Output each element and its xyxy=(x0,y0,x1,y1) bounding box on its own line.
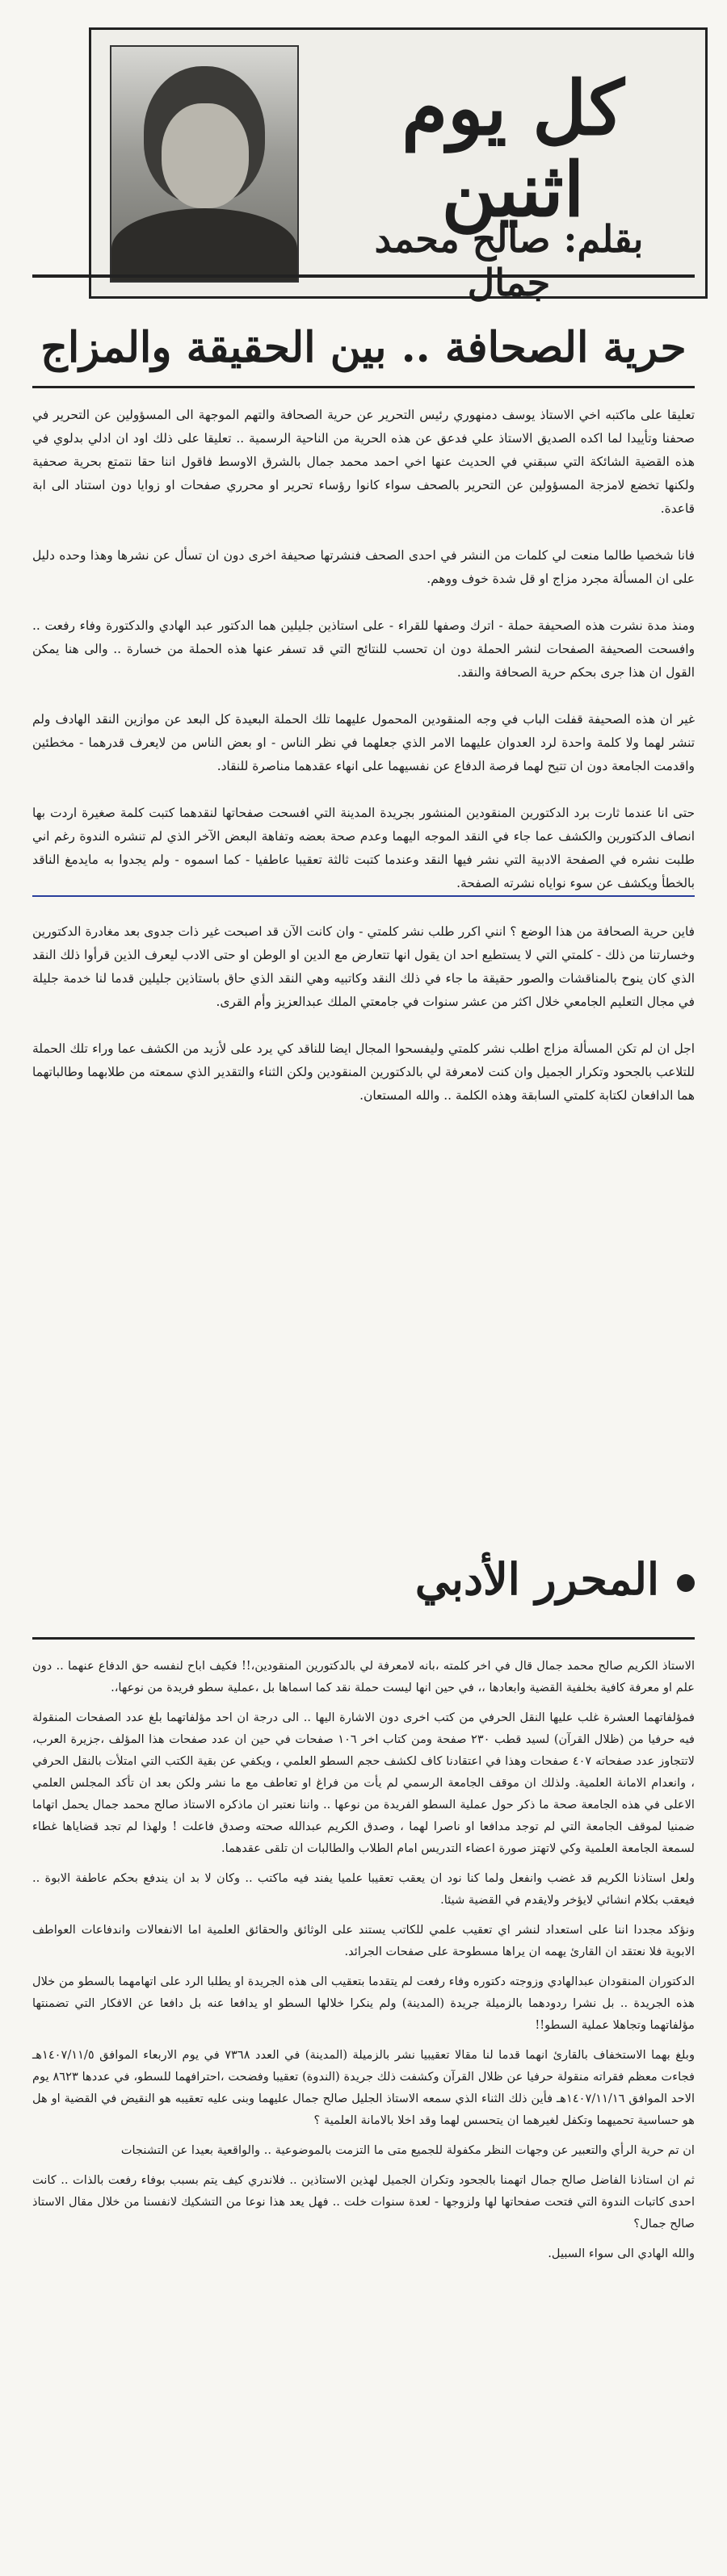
signature-rule xyxy=(32,1637,695,1640)
byline: بقلم: صالح محمد جمال xyxy=(374,217,644,304)
column-title: كل يوم اثنين xyxy=(401,65,624,234)
note-closing: والله الهادي الى سواء السبيل. xyxy=(548,2247,695,2260)
editor-signature xyxy=(32,1553,695,1605)
note-paragraph: ولعل استاذنا الكريم قد غضب وانفعل ولما كنا نود ان يعقب تعقيبا علميا يفند فيه ماكتب .. وكان لا بد ان يندفع بحكم عاطفة الابوة .. فيعقب بكلام انشائي لايؤخر ولايقدم في القضية شيئا. xyxy=(32,1871,695,1907)
author-portrait xyxy=(110,45,299,283)
note-paragraph: فمؤلفاتهما العشرة غلب عليها النقل الحرفي من كتب اخرى دون الاشارة اليها .. الى درجة ان احد مؤلفاتهما بلغ عدد الصفحات المنقولة فيه حرفيا من (ظلال القرآن) لسيد قطب ٢٣٠ صفحة ومن كتاب اخر ١٠٦ صفحات في حين ان عدد صفحات هذا المؤلف ،جزيرة العرب، لاتتجاوز عدد صفحاته ٤٠٧ صفحات وهذا في اعتقادنا كاف لكشف حجم السطو العلمي ، ويكفي عن بقية الكتب التي امتلأت بالنقل الحرفي ، وانعدام الامانة العلمية. ولذلك ان موقف الجامعة الرسمي لم يأت من فراغ او تعاطف مع ما نشر ولكن بعد ان تأكد المجلس العلمي الاعلى في هذه الجامعة صحة ما ذكر حول عملية السطو الفريدة من نوعها .. واننا نعتبر ان ماذكره الاستاذ صالح محمد جمال يحمل اتهاما ضمنيا لموقف الجامعة التي لم توجد مدافعا او ناصرا لهما ، وصدق الكريم عبدالله صحته وصدق فاعلت ! ولهذا لم تجد قضاياها غطاء لسمعة الجامعة العلمية وكي لاتهتز صورة اعضاء التدريس امام الطلاب والطالبات ان تلقى عقدهما. xyxy=(32,1711,695,1855)
article-paragraph: فانا شخصيا طالما منعت لي كلمات من النشر في احدى الصحف فنشرتها صحيفة اخرى دون ان تسأل عن نشرها وهذا وحده دليل على ان المسألة مجرد مزاج او قل شدة خوف ووهم. xyxy=(32,548,695,586)
article-paragraph: ومنذ مدة نشرت هذه الصحيفة حملة - اترك وصفها للقراء - على استاذين جليلين هما الدكتور عبد الهادي والدكتورة وفاء رفعت .. وافسحت الصحيفة الصفحات لنشر الحملة دون ان تحسب للنتائج التي قد تسفر عنها هذه الحملة من خسارة .. والى هنا يمكن القول ان هذا جرى بحكم حرية الصحافة والنقد. xyxy=(32,618,695,680)
article-paragraph: تعليقا على ماكتبه اخي الاستاذ يوسف دمنهوري رئيس التحرير عن حرية الصحافة والتهم الموجهة الى المسؤولين عن التحرير في صحفنا وتأييدا لما اكده الصديق الاستاذ علي فدعق عن هذه الحرية من الناحية الرسمية .. تعليقا على ذلك اود ان ادلي بدلوي في هذه القضية الشائكة التي سبقني في الحديث عنها اخي احمد محمد جمال بالشرق الاوسط فاقول اننا حقا نتمتع بحرية صحفية ولكنها تخضع لامزجة المسؤولين عن التحرير بالصحف سواء كانوا رؤساء تحرير او محرري صفحات او زوايا دون استناد الى ابة قاعدة. xyxy=(32,408,695,516)
article-paragraph: اجل ان لم تكن المسألة مزاج اطلب نشر كلمتي وليفسحوا المجال ايضا للناقد كي يرد على لأزيد من الكشف عما وراء تلك الحملة للتلاعب بالجحود وتكرار الجميل وان كنت لامعرفة لي بالدكتورين المنقودين ولكن الثناء والتقدير الذي سمعته من طلابهما وطالباتهما هما الدافعان لكتابة كلمتي السابقة وهذه الكلمة .. والله المستعان. xyxy=(32,1041,695,1103)
portrait-face xyxy=(162,103,249,208)
title-rule xyxy=(32,386,695,388)
header-rule xyxy=(32,274,695,278)
editor-note xyxy=(32,1655,695,2264)
note-paragraph: ثم ان استاذنا الفاضل صالح جمال اتهمنا بالجحود وتكران الجميل لهذين الاستاذين .. فلاندري كيف يتم بسبب بوفاء رفعت بالذات .. كانت احدى كاتبات الندوة التي فتحت صفحاتها لها ولزوجها - لعدة سنوات خلت .. فهل يعد هذا نوعا من التشكيك لانفسنا من خلال مقال الاستاذ صالح جمال؟ xyxy=(32,2173,695,2230)
bullet-icon xyxy=(677,1574,695,1592)
article-body xyxy=(32,404,695,1131)
note-paragraph: ونؤكد مجددا اننا على استعداد لنشر اي تعقيب علمي للكاتب يستند على الوثائق والحقائق العلمية اما الانفعالات واندفاعات العواطف الابوية فلا نعتقد ان القارئ يهمه ان يراها مسطوحة على صفحات الجرائد. xyxy=(32,1923,695,1958)
note-paragraph: وبلغ بهما الاستخفاف بالقارئ انهما قدما لنا مقالا تعقيبيا نشر بالزميلة (المدينة) في العدد ٧٣٦٨ في يوم الاربعاء الموافق ١٤٠٧/١١/٥هـ فجاءت معظم فقراته منقولة حرفيا عن ظلال القرآن وكشفت ذلك جريدة (الندوة) تعقيبا وفضحت ،احترافهما للسطو، في عددها ٨٦٢٣ يوم الاحد الموافق ١٤٠٧/١١/١٦هـ فأين ذلك الثناء الذي سمعه الاستاذ الجليل صالح جمال عليهما وبنى عليه تعقيبه هو النقيض في القضية او هل هو حساسية تحميهما وتكفل لغيرهما ان يتحسس لهما وقد اخلا بالامانة العلمية ؟ xyxy=(32,2048,695,2127)
article-paragraph: غير ان هذه الصحيفة قفلت الباب في وجه المنقودين المحمول عليهما تلك الحملة البعيدة كل البعد عن موازين النقد الهادف ولم تنشر لهما ولا كلمة واحدة لرد العدوان عليهما الامر الذي جعلهما في نظر الناس - او بعض الناس من لايعرف قدرهما - مخطئين واقدمت الجامعة دون ان تتيح لهما فرصة الدفاع عن نفسيهما على انهاء عقدهما مناصرة للنقاد. xyxy=(32,712,695,773)
signature-text: المحرر الأدبي xyxy=(414,1553,659,1605)
note-paragraph: الاستاذ الكريم صالح محمد جمال قال في اخر كلمته ،بانه لامعرفة لي بالدكتورين المنقودين،!! فكيف اباح لنفسه حق الدفاع عنهما .. دون علم او معرفة كافية بخلفية القضية وابعادها ،، في حين انها ليست حملة نقد كما اسماها بل ،عملية سطو فريدة من نوعها،. xyxy=(32,1659,695,1694)
article-title: حرية الصحافة .. بين الحقيقة والمزاج xyxy=(40,323,687,372)
article-paragraph-highlighted: حتى انا عندما ثارت برد الدكتورين المنقودين المنشور بجريدة المدينة التي افسحت صفحاتها لنقدهما كتبت كلمة صغيرة اردت بها انصاف الدكتورين والكشف عما جاء في النقد الموجه اليهما وعدم صحة بعضه وتفاهة البعض الآخر الذي لم تنشره الندوة رغم اني طلبت نشره في الصفحة الادبية التي نشر فيها النقد وعندما كتبت ثالثة تعقيبا عاطفيا - كما اسموه - ولم يجدوا به مايدمغ الناقد بالخطأ ويكشف عن سوء نواياه نشرته الصفحة. xyxy=(32,802,695,897)
note-paragraph: ان تم حرية الرأي والتعبير عن وجهات النظر مكفولة للجميع متى ما التزمت بالموضوعية .. والواقعية بعيدا عن التشنجات xyxy=(120,2143,695,2157)
portrait-shoulders xyxy=(111,208,297,283)
article-paragraph: فاين حرية الصحافة من هذا الوضع ؟ انني اكرر طلب نشر كلمتي - وان كانت الآن قد اصبحت غير ذات جدوى بعد مغادرة الدكتورين وخسارتنا من ذلك - كلمتي التي لا يستطيع احد ان يقول انها تتعارض مع الدين او الوطن او حتى الادب ليعرف الذين قرأوا ذلك النقد الذي كان ينوح بالمناقشات والصور حقيقة ما جاء في ذلك النقد وكاتبيه وهي النقد الذي حاق باستاذين جليلين قدما لنا خدمة جليلة في مجال التعليم الجامعي خلال اكثر من عشر سنوات في جامعتي الملك عبدالعزيز وأم القرى. xyxy=(32,924,695,1009)
note-paragraph: الدكتوران المنقودان عبدالهادي وزوجته دكتوره وفاء رفعت لم يتقدما بتعقيب الى هذه الجريدة او يطلبا الرد على اتهامهما بالسطو من خلال هذه الجريدة .. بل نشرا ردودهما بالزميلة جريدة (المدينة) ولم ينكرا خلالها السطو او يدافعا عنه بل دافعا عن الافكار التي تضمنتها مؤلفاتهما وتجاهلا عملية السطو!! xyxy=(32,1975,695,2032)
